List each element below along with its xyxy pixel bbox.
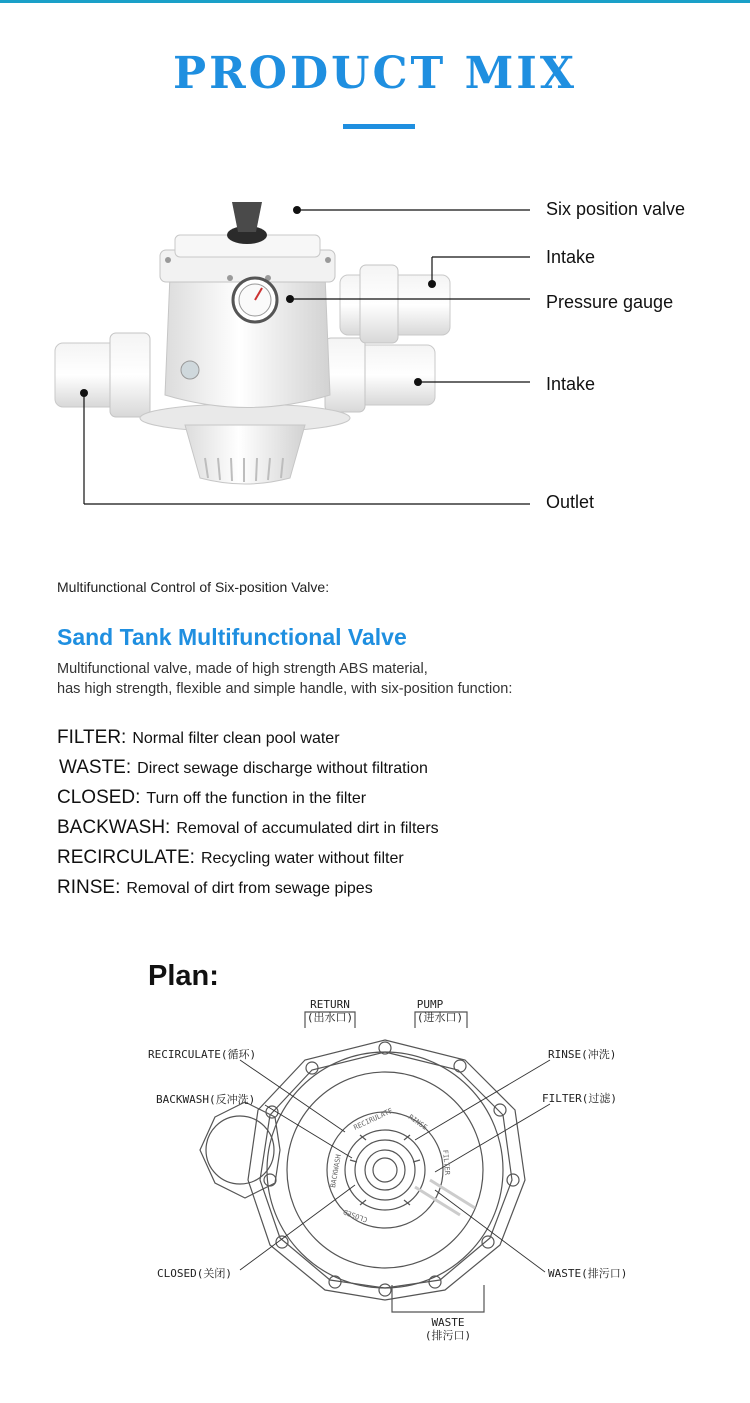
mode-value: Removal of accumulated dirt in filters bbox=[176, 820, 439, 837]
mode-value: Removal of dirt from sewage pipes bbox=[126, 880, 373, 897]
label-intake-top: Intake bbox=[546, 247, 596, 267]
plan-label-return: RETURN bbox=[310, 998, 350, 1011]
mode-item-closed bbox=[57, 787, 366, 809]
plan-label-filter: FILTER(过滤) bbox=[542, 1092, 617, 1105]
mode-item-backwash bbox=[57, 817, 439, 839]
mode-key: RINSE: bbox=[57, 877, 121, 898]
plan-title: Plan: bbox=[148, 960, 219, 992]
dial-label-backwash: BACKWASH bbox=[329, 1153, 343, 1189]
section-title: Sand Tank Multifunctional Valve bbox=[57, 624, 407, 650]
plan-label-waste: WASTE bbox=[431, 1316, 465, 1329]
mode-key: CLOSED: bbox=[57, 787, 141, 808]
top-accent-line bbox=[0, 0, 750, 3]
mode-key: RECIRCULATE: bbox=[57, 847, 195, 868]
mode-item-recirculate bbox=[57, 847, 404, 869]
mode-item-waste bbox=[59, 757, 428, 779]
label-six-position-valve: Six position valve bbox=[546, 199, 686, 219]
mode-key: WASTE: bbox=[59, 757, 132, 778]
mode-value: Normal filter clean pool water bbox=[132, 730, 340, 747]
plan-label-pump: PUMP bbox=[416, 998, 444, 1011]
mode-item-rinse bbox=[57, 877, 373, 899]
plan-label-closed: CLOSED(关闭) bbox=[157, 1267, 232, 1280]
product-diagram bbox=[0, 180, 750, 540]
label-intake-bottom: Intake bbox=[546, 374, 596, 394]
section-desc-line2: has high strength, flexible and simple handle, with six-position function: bbox=[57, 681, 513, 697]
dial-label-rinse: RINSE bbox=[406, 1113, 429, 1132]
dial-label-filter: FILTER bbox=[441, 1149, 452, 1176]
plan-label-waste-side: WASTE(排污口) bbox=[548, 1267, 628, 1280]
mode-key: FILTER: bbox=[57, 727, 127, 748]
label-outlet: Outlet bbox=[546, 492, 595, 512]
mode-value: Recycling water without filter bbox=[200, 850, 404, 867]
plan-label-rinse: RINSE(冲洗) bbox=[548, 1048, 617, 1061]
mode-value: Direct sewage discharge without filtration bbox=[137, 760, 428, 777]
label-pressure-gauge: Pressure gauge bbox=[546, 292, 674, 312]
plan-label-recirculate: RECIRCULATE(循环) bbox=[148, 1048, 257, 1061]
section-desc-line1: Multifunctional valve, made of high strength ABS material, bbox=[57, 661, 428, 677]
title-underline bbox=[343, 124, 415, 129]
mode-item-filter bbox=[57, 727, 340, 749]
dial-label-closed: CLOSED bbox=[342, 1207, 369, 1224]
page-title: PRODUCT MIX bbox=[172, 48, 577, 99]
plan-label-backwash: BACKWASH(反冲洗) bbox=[156, 1093, 256, 1106]
plan-drawing bbox=[130, 990, 650, 1350]
plan-label-pump-cn: (进水口) bbox=[416, 1011, 464, 1024]
intro-text: Multifunctional Control of Six-position Valve: bbox=[57, 579, 330, 595]
plan-label-return-cn: (出水口) bbox=[306, 1011, 354, 1024]
dial-label-recirculate: RECIRULATE bbox=[352, 1106, 395, 1132]
mode-value: Turn off the function in the filter bbox=[146, 790, 367, 807]
plan-label-waste-cn: (排污口) bbox=[424, 1329, 472, 1342]
plan-diagram bbox=[130, 990, 650, 1350]
mode-key: BACKWASH: bbox=[57, 817, 171, 838]
valve-illustration bbox=[0, 180, 750, 540]
